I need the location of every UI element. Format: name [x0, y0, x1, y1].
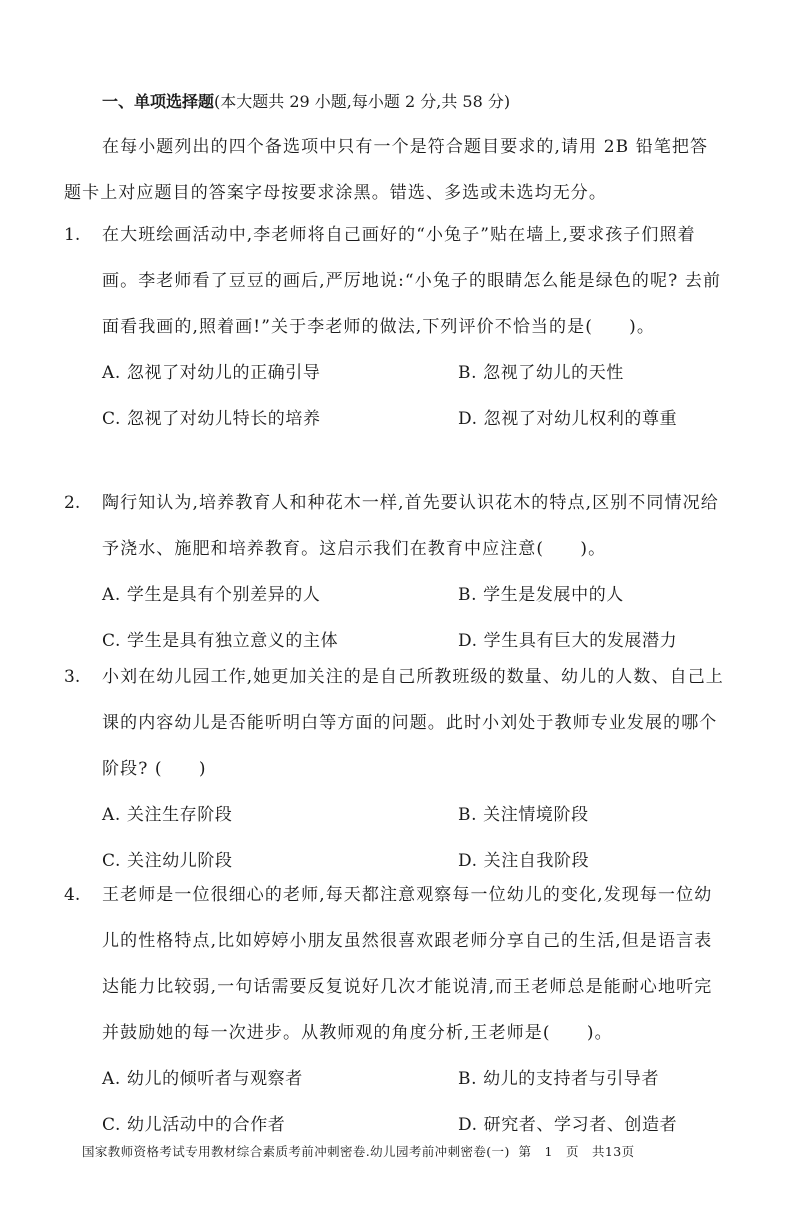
- option-row: [102, 1102, 724, 1148]
- option-row: [102, 1056, 724, 1102]
- option-c: C. 幼儿活动中的合作者: [102, 1115, 286, 1135]
- options: [102, 1056, 724, 1148]
- question-3: [64, 654, 724, 884]
- question-stem: 小刘在幼儿园工作,她更加关注的是自己所教班级的数量、幼儿的人数、自己上课的内容幼儿是否能听明白等方面的问题。此时小刘处于教师专业发展的哪个阶段? ( ): [102, 667, 724, 779]
- option-a: A. 幼儿的倾听者与观察者: [102, 1069, 303, 1089]
- question-stem: 在大班绘画活动中,李老师将自己画好的“小兔子”贴在墙上,要求孩子们照着画。李老师看了豆豆的画后,严厉地说:“小兔子的眼睛怎么能是绿色的呢? 去前面看我画的,照着画!”关于李老师的做法,下列评价不恰当的是( )。: [102, 225, 722, 337]
- footer-page-suffix: 页: [566, 1144, 579, 1159]
- option-a: A. 学生是具有个别差异的人: [102, 585, 321, 605]
- option-b: B. 忽视了幼儿的天性: [458, 363, 624, 383]
- question-1: [64, 212, 724, 442]
- option-d: D. 研究者、学习者、创造者: [458, 1115, 678, 1135]
- footer-book-title: 国家教师资格考试专用教材综合素质考前冲刺密卷.幼儿园考前冲刺密卷(一): [82, 1144, 510, 1159]
- option-d: D. 学生具有巨大的发展潜力: [458, 631, 678, 651]
- section-title: 一、单项选择题: [102, 92, 215, 111]
- option-b: B. 学生是发展中的人: [458, 585, 624, 605]
- footer-page-number: 1: [544, 1144, 553, 1159]
- footer-page-prefix: 第: [518, 1144, 532, 1159]
- section-heading: [102, 90, 510, 114]
- option-row: [102, 396, 724, 442]
- question-stem: 陶行知认为,培养教育人和种花木一样,首先要认识花木的特点,区别不同情况给予浇水、施肥和培养教育。这启示我们在教育中应注意( )。: [102, 493, 719, 559]
- question-4: [64, 872, 724, 1148]
- option-row: [102, 792, 724, 838]
- option-d: D. 忽视了对幼儿权利的尊重: [458, 409, 678, 429]
- section-note: (本大题共 29 小题,每小题 2 分,共 58 分): [214, 92, 511, 111]
- option-row: [102, 572, 724, 618]
- option-c: C. 关注幼儿阶段: [102, 851, 233, 871]
- page-footer: [82, 1143, 635, 1161]
- options: [102, 350, 724, 442]
- option-c: C. 忽视了对幼儿特长的培养: [102, 409, 321, 429]
- option-d: D. 关注自我阶段: [458, 851, 590, 871]
- options: [102, 572, 724, 664]
- question-number: 1.: [64, 225, 81, 245]
- option-b: B. 关注情境阶段: [458, 805, 589, 825]
- instruction-text: 在每小题列出的四个备选项中只有一个是符合题目要求的,请用 2B 铅笔把答题卡上对应题目的答案字母按要求涂黑。错选、多选或未选均无分。: [64, 137, 709, 203]
- question-2: [64, 480, 724, 664]
- question-stem: 王老师是一位很细心的老师,每天都注意观察每一位幼儿的变化,发现每一位幼儿的性格特点,比如婷婷小朋友虽然很喜欢跟老师分享自己的生活,但是语言表达能力比较弱,一句话需要反复说好几次才能说清,而王老师总是能耐心地听完并鼓励她的每一次进步。从教师观的角度分析,王老师是( )。: [102, 885, 713, 1043]
- question-number: 2.: [64, 493, 81, 513]
- option-b: B. 幼儿的支持者与引导者: [458, 1069, 660, 1089]
- option-a: A. 关注生存阶段: [102, 805, 233, 825]
- options: [102, 792, 724, 884]
- option-row: [102, 350, 724, 396]
- footer-total-pages: 共13页: [592, 1144, 635, 1159]
- option-c: C. 学生是具有独立意义的主体: [102, 631, 339, 651]
- question-number: 4.: [64, 885, 81, 905]
- option-a: A. 忽视了对幼儿的正确引导: [102, 363, 321, 383]
- question-number: 3.: [64, 667, 81, 687]
